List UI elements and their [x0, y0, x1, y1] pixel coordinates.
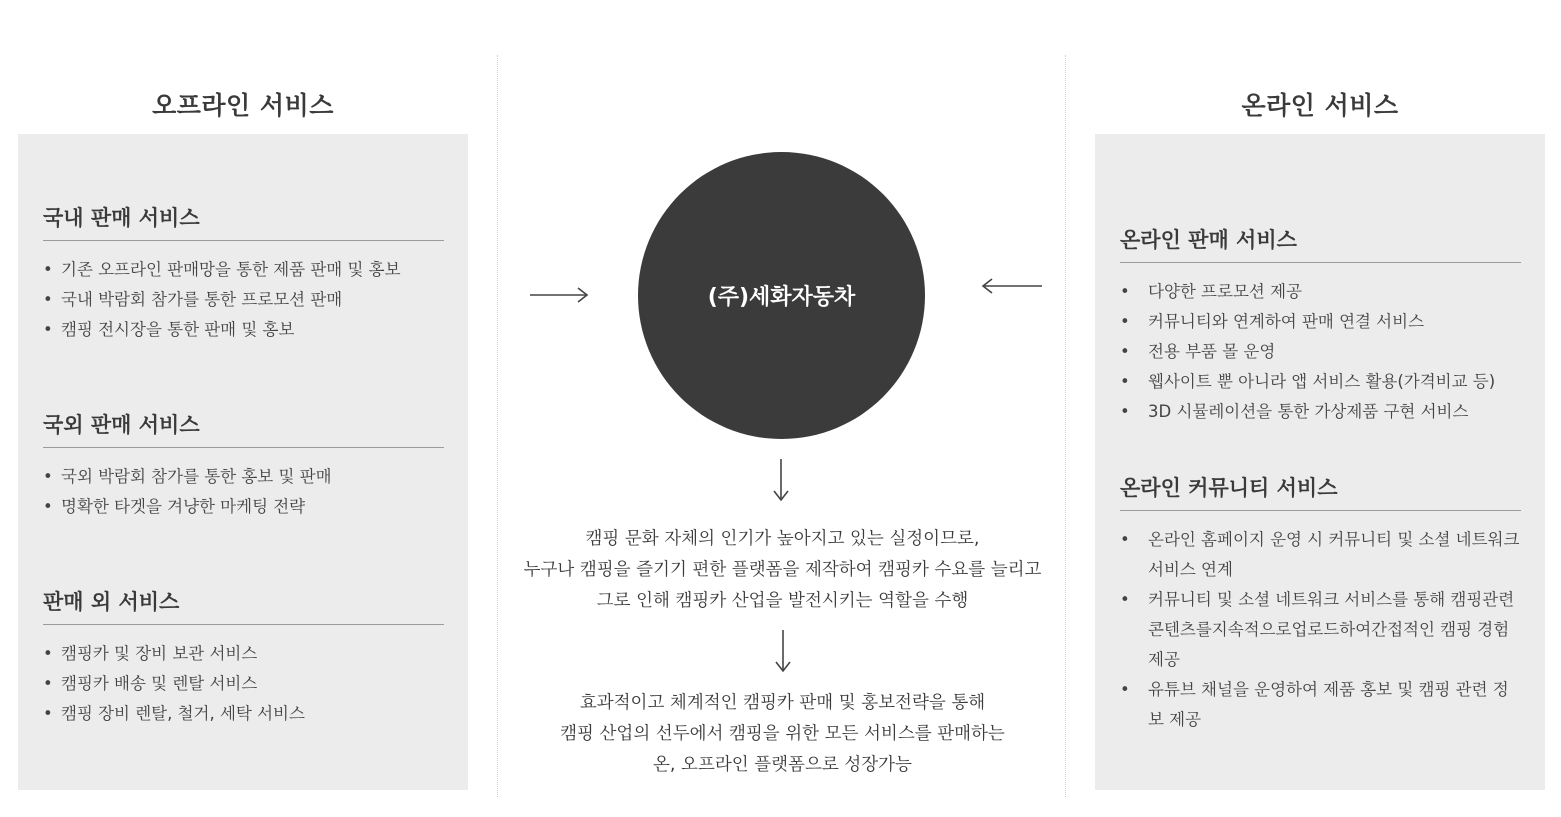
text-line: 그로 인해 캠핑카 산업을 발전시키는 역할을 수행 [596, 591, 969, 611]
company-name: (주)세화자동차 [707, 285, 856, 310]
list-item: • 캠핑카 및 장비 보관 서비스 [43, 639, 444, 669]
divider-right [1065, 55, 1066, 797]
list-item: • 국외 박람회 참가를 통한 홍보 및 판매 [43, 462, 444, 492]
list-item-line: 서비스 연계 [1148, 560, 1233, 579]
list-item: • 전용 부품 몰 운영 [1120, 337, 1521, 367]
divider-left [497, 55, 498, 797]
list-item [1120, 675, 1521, 735]
list-item: • 3D 시뮬레이션을 통한 가상제품 구현 서비스 [1120, 397, 1521, 427]
list-item: • 캠핑 전시장을 통한 판매 및 홍보 [43, 315, 444, 345]
section-title: 국내 판매 서비스 [43, 202, 444, 241]
text-line: 캠핑 산업의 선두에서 캠핑을 위한 모든 서비스를 판매하는 [560, 724, 1005, 744]
online-section-sales [1120, 224, 1521, 427]
section-title: 국외 판매 서비스 [43, 409, 444, 448]
list-item-line: • 온라인 홈페이지 운영 시 커뮤니티 및 소셜 네트워크 [1148, 530, 1520, 549]
list-item-line: • 유튜브 채널을 운영하여 제품 홍보 및 캠핑 관련 정보 제공 [1148, 680, 1509, 729]
section-title: 온라인 판매 서비스 [1120, 224, 1521, 263]
arrow-down-icon [771, 457, 791, 503]
section-title: 온라인 커뮤니티 서비스 [1120, 472, 1521, 511]
offline-panel [18, 134, 468, 790]
list-item: • 커뮤니티와 연계하여 판매 연결 서비스 [1120, 307, 1521, 337]
list-item: • 명확한 타겟을 겨냥한 마케팅 전략 [43, 492, 444, 522]
section-title: 판매 외 서비스 [43, 586, 444, 625]
online-panel [1095, 134, 1545, 790]
text-line: 캠핑 문화 자체의 인기가 높아지고 있는 실정이므로, [585, 529, 980, 549]
center-paragraph-1 [505, 524, 1060, 617]
arrow-down-icon [773, 628, 793, 674]
list-item-line: • 커뮤니티 및 소셜 네트워크 서비스를 통해 캠핑관련 [1148, 590, 1515, 609]
list-item: • 다양한 프로모션 제공 [1120, 277, 1521, 307]
list-item-line: 콘텐츠를지속적으로업로드하여간접적인 캠핑 경험제공 [1148, 620, 1510, 669]
list-item [1120, 585, 1521, 675]
text-line: 온, 오프라인 플랫폼으로 성장가능 [653, 755, 912, 775]
arrow-right-icon [528, 285, 592, 305]
list-item: • 기존 오프라인 판매망을 통한 제품 판매 및 홍보 [43, 255, 444, 285]
arrow-left-icon [978, 276, 1044, 296]
list-item: • 캠핑 장비 렌탈, 철거, 세탁 서비스 [43, 699, 444, 729]
online-section-community [1120, 472, 1521, 735]
list-item: • 국내 박람회 참가를 통한 프로모션 판매 [43, 285, 444, 315]
offline-section-other [43, 586, 444, 729]
offline-title: 오프라인 서비스 [152, 91, 334, 120]
offline-section-domestic [43, 202, 444, 345]
company-circle [638, 152, 925, 439]
online-title: 온라인 서비스 [1241, 91, 1399, 120]
offline-section-overseas [43, 409, 444, 522]
text-line: 효과적이고 체계적인 캠핑카 판매 및 홍보전략을 통해 [579, 693, 986, 713]
list-item: • 웹사이트 뿐 아니라 앱 서비스 활용(가격비교 등) [1120, 367, 1521, 397]
text-line: 누구나 캠핑을 즐기기 편한 플랫폼을 제작하여 캠핑카 수요를 늘리고 [523, 560, 1042, 580]
list-item [1120, 525, 1521, 585]
list-item: • 캠핑카 배송 및 렌탈 서비스 [43, 669, 444, 699]
center-paragraph-2 [505, 688, 1060, 781]
